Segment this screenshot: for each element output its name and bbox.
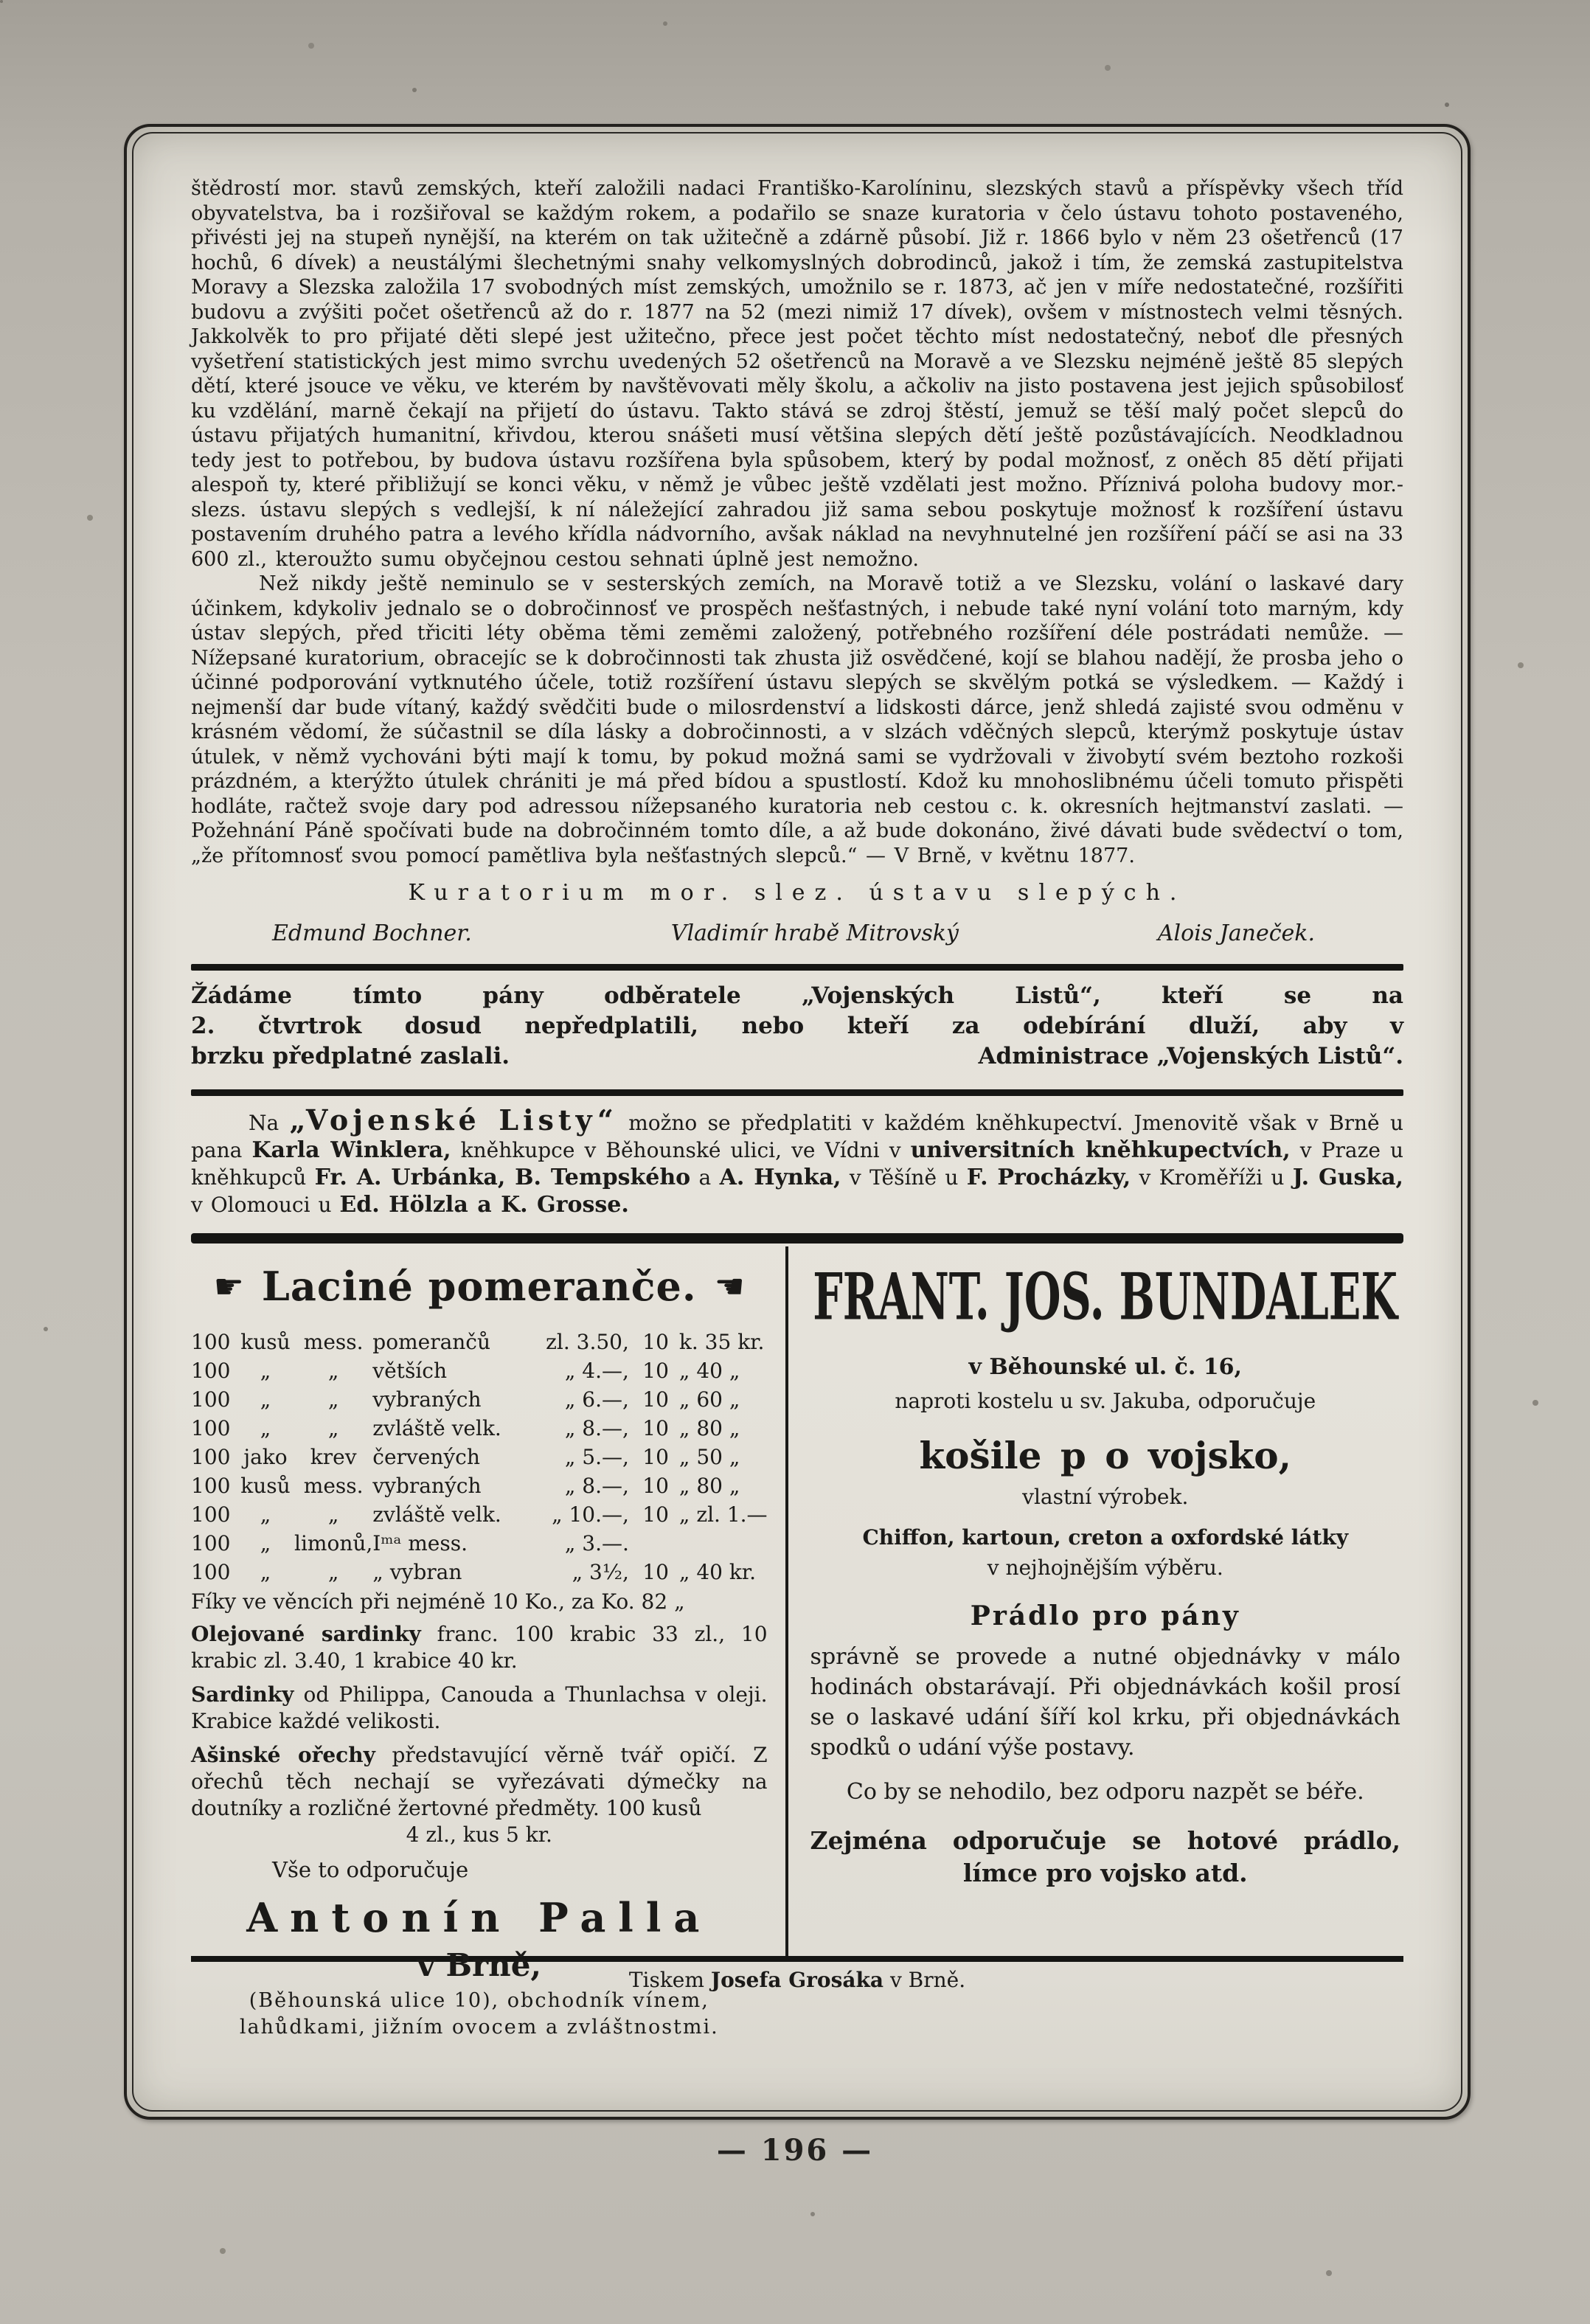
price-qty-10: 10: [642, 1387, 669, 1412]
price-d2: mess.: [303, 1474, 364, 1498]
price-d1: jako: [243, 1445, 288, 1469]
divider-rule-heavy: [191, 1233, 1403, 1243]
bookshops-university: universitních kněhkupectvích,: [910, 1137, 1291, 1163]
vojenske-listy-title: „Vojenské Listy“: [289, 1103, 618, 1137]
booksellers-prague: Fr. A. Urbánka, B. Tempského: [314, 1165, 691, 1190]
bookseller-winkler: Karla Winklera,: [251, 1137, 451, 1163]
bookseller-hynek: A. Hynka,: [719, 1165, 841, 1190]
price-desc: červených: [372, 1445, 480, 1469]
bundalek-address-2: naproti kostelu u sv. Jakuba, odporučuje: [895, 1389, 1316, 1413]
price-qty-10: 10: [642, 1445, 669, 1469]
merchant-name: Antonín Palla: [246, 1894, 712, 1941]
subscription-text: Na: [249, 1111, 290, 1135]
price-row: [191, 1414, 768, 1443]
notice-line-2: 2. čtvrtrok dosud nepředplatili, nebo kteří za odebírání dluží, aby v: [191, 1013, 1403, 1039]
price-per-100: „ 3.—.: [564, 1531, 629, 1555]
item-lead: Olejované sardinky: [191, 1622, 421, 1646]
price-qty: 100: [191, 1445, 231, 1469]
price-qty: 100: [191, 1474, 231, 1498]
page-inner-border: [132, 132, 1462, 2112]
price-per-10: [669, 1529, 768, 1558]
article-paragraph-2: Než nikdy ještě neminulo se v sesterských zemích, na Moravě totiž a ve Slezsku, volání o laskavé dary účinkem, kdykoliv jednalo se o dobročinnosť ve prospěch nešťastných, i nebude také nyní volání toto marným, kdy ústav slepých, před třiciti léty oběma těmi zeměmi založený, potřebného rozšíření déle postrádati nemůže. — Nížepsané kuratorium, obracejíc se k dobročinnosti tak zhusta již osvědčené, kojí se blahou nadějí, že prosba jeho o účinné podporování vytknutého účele, totiž rozšíření ústavu slepých se skvělým potká se výsledkem. — Každý i nejmenší dar bude vítaný, každý svědčiti bude o milosrdenství a lidskosti dárce, jenž shledá zajisté svou odměnu v krásném vědomí, že súčastnil se díla lásky a dobročinnosti, a v slzách vděčných slepců, kterýmž poskytuje ústav útulek, v němž vychováni býti mají k tomu, by pokud možná sami se vydržovali v živobytí svém beztoho rozkoši prázdném, a kterýžto útulek chrániti je má před bídou a spustlostí. Kdož ku mnohoslibnému účeli tomuto přispěti hodláte, račtež svoje dary pod adressou nížepsaného kuratoria neb cestou c. k. okresních hejtmanství zaslati. — Požehnání Páně spočívati bude na dobročinném tomto díle, a až bude dokonáno, živé dávati bude svědectví o tom, „že přítomnosť svou pomocí pamětliva byla nešťastných slepců.“ — V Brně, v květnu 1877.: [191, 572, 1403, 867]
price-d1: kusů: [240, 1330, 291, 1354]
item-lead: Sardinky: [191, 1682, 294, 1707]
page-number: — 196 —: [716, 2133, 874, 2168]
divider-rule-mid: [191, 1089, 1403, 1096]
price-per-10: „ 80 „: [678, 1474, 740, 1498]
bundalek-product: košile p o vojsko,: [919, 1434, 1292, 1477]
price-per-10: „ zl. 1.—: [678, 1502, 768, 1527]
item-text: představující věrně tvář opičí. Z ořechů těch nechají se vyřezávati dýmečky na doutníky a rozličné žertovné předměty. 100 kusů: [191, 1743, 768, 1820]
price-per-100: „ 4.—,: [564, 1359, 629, 1383]
subscription-notice: [191, 981, 1403, 1072]
item-text: od Philippa, Canouda a Thunlachsa v oleji. Krabice každé velikosti.: [191, 1682, 768, 1733]
price-qty: 100: [191, 1359, 231, 1383]
subscription-text: v Těšíně u: [841, 1165, 967, 1190]
price-qty: 100: [191, 1387, 231, 1412]
price-desc: Iᵐᵃ mess.: [372, 1531, 468, 1555]
page-content: [133, 133, 1461, 2039]
subscription-info-paragraph: [191, 1103, 1404, 1218]
notice-line-1: Žádáme tímto pány odběratele „Vojenských Listů“, kteří se na: [191, 982, 1403, 1009]
price-row: [191, 1500, 768, 1529]
subscription-text: v Olomouci u: [191, 1193, 340, 1217]
price-qty-10: 10: [642, 1560, 669, 1584]
sardines-philippa-item: [191, 1682, 768, 1735]
manicule-right-icon: ☛: [213, 1266, 244, 1306]
bundalek-name: [810, 1259, 1400, 1336]
ad-oranges-header: [191, 1263, 768, 1310]
price-d2: „: [327, 1359, 339, 1383]
price-per-100: „ 3½,: [572, 1560, 629, 1584]
ad-bundalek: [785, 1246, 1403, 1956]
price-desc: větších: [372, 1359, 447, 1383]
page-border-frame: [124, 124, 1471, 2120]
imprint-suffix: v Brně.: [883, 1968, 966, 1992]
price-row: [191, 1471, 768, 1500]
price-row: [191, 1356, 768, 1385]
subscription-text: a: [690, 1165, 720, 1190]
bookseller-prochazka: F. Procházky,: [966, 1165, 1131, 1190]
article-blind-institute: [191, 176, 1403, 946]
bundalek-name-text: FRANT. JOS. BUNDALEK: [813, 1259, 1398, 1336]
price-d2: „: [327, 1502, 339, 1527]
bundalek-heading-linens: Prádlo pro pány: [970, 1600, 1240, 1631]
price-d2: „: [327, 1560, 339, 1584]
subscription-text: kněhkupce v Běhounské ulici, ve Vídni v: [451, 1138, 911, 1162]
bundalek-address-1: v Běhounské ul. č. 16,: [968, 1354, 1242, 1380]
price-per-100: „ 8.—,: [564, 1416, 629, 1440]
price-qty-10: 10: [642, 1416, 669, 1440]
price-desc: vybraných: [372, 1387, 482, 1412]
bundalek-returns-note: Co by se nehodilo, bez odporu nazpět se béře.: [846, 1779, 1364, 1805]
price-row: [191, 1558, 768, 1586]
item-text: franc. 100 krabic 33 zl., 10 krabic zl. 3.40, 1 krabice 40 kr.: [191, 1622, 768, 1673]
divider-rule-top: [191, 964, 1403, 971]
price-row: [191, 1443, 768, 1471]
price-desc: pomerančů: [372, 1330, 491, 1354]
price-d2: „: [327, 1416, 339, 1440]
price-per-10: „ 40 kr.: [678, 1560, 757, 1584]
price-row: [191, 1328, 768, 1356]
price-per-100: „ 6.—,: [564, 1387, 629, 1412]
price-per-10: „ 50 „: [678, 1445, 740, 1469]
orange-price-table: [191, 1328, 768, 1586]
subscription-text: možno se předplatiti v každém kněhkupectví. Jmenovitě však v Brně u pana: [191, 1111, 1403, 1162]
kuratorium-line: Kuratorium mor. slez. ústavu slepých.: [408, 880, 1187, 906]
price-row: [191, 1385, 768, 1414]
ad-oranges-title: Laciné pomeranče.: [261, 1263, 697, 1310]
price-d1: „: [260, 1359, 271, 1383]
bundalek-materials: Chiffon, kartoun, creton a oxfordské látky: [862, 1525, 1349, 1550]
price-desc: vybraných: [372, 1474, 482, 1498]
bundalek-highlight: Zejména odporučuje se hotové prádlo, límce pro vojsko atd.: [810, 1826, 1400, 1887]
bundalek-body-text: správně se provede a nutné objednávky v málo hodinách obstarávají. Při objednávkách košil prosí se o laskavé udání šíří kol krku, při objednávkách spodků o udání výše postavy.: [810, 1644, 1400, 1761]
monkey-nuts-item: [191, 1742, 768, 1822]
price-per-100: „ 5.—,: [564, 1445, 629, 1469]
recommend-line: Vše to odporučuje: [272, 1857, 469, 1882]
notice-signature: Administrace „Vojenských Listů“.: [978, 1043, 1403, 1069]
price-qty: 100: [191, 1330, 231, 1354]
price-qty-10: 10: [642, 1474, 669, 1498]
price-qty: 100: [191, 1416, 231, 1440]
price-d2: mess.: [303, 1330, 364, 1354]
bookseller-guska: J. Guska,: [1292, 1165, 1404, 1190]
price-d2: „: [327, 1387, 339, 1412]
price-per-10: k. 35 kr.: [678, 1330, 765, 1354]
price-qty: 100: [191, 1531, 231, 1555]
bundalek-materials-2: v nejhojnějším výběru.: [987, 1555, 1223, 1580]
price-per-100: zl. 3.50,: [546, 1330, 629, 1354]
manicule-left-icon: ☚: [714, 1266, 745, 1306]
imprint-printer-name: Josefa Grosáka: [710, 1968, 884, 1992]
subscription-text: v Kroměříži u: [1131, 1165, 1293, 1190]
figs-line: Fíky ve věncích při nejméně 10 Ko., za Ko. 82 „: [191, 1589, 685, 1614]
sardines-oiled-item: [191, 1621, 768, 1674]
signature-bochner: Edmund Bochner.: [272, 920, 472, 946]
price-d1: „: [260, 1560, 271, 1584]
article-paragraph-1: štědrostí mor. stavů zemských, kteří založili nadaci Františko-Karolíninu, slezských stavů a příspěvky všech tříd obyvatelstva, ba i rozšiřoval se každým rokem, a podařilo se snaze kuratoria v čelo ústavu tohoto postaveného, přivésti jej na stupeň nynější, na kterém on tak užitečně a zdárně působí. Již r. 1866 bylo v něm 23 ošetřenců (17 hochů, 6 dívek) a neustálými šlechetnými snahy velkomyslných dobrodinců, jakož i tím, že zemská zastupitelstva Moravy a Slezska založila 17 svobodných míst zemských, umožnilo se r. 1873, ač jen v míře nedostatečné, rozšířiti budovu a zvýšiti počet ošetřenců až do r. 1877 na 52 (mezi nimiž 17 dívek), ovšem v místnostech velmi těsných. Jakkolvěk to pro přijaté děti slepé jest užitečno, přece jest počet těchto míst nedostatečný, neboť dle přesných vyšetření statistických jest mimo svrchu uvedených 52 ošetřenců na Moravě a ve Slezsku nejméně ještě 85 slepých dětí, které jsouce ve věku, ve kterém by navštěvovati měly školu, a ačkoliv na jisto postavena jest jejich spůsobilosť ku vzdělání, marně čekají na přijetí do ústavu. Takto stává se zdroj štěstí, jemuž se těší malý počet slepců do ústavu přijatých humanitní, křivdou, kterou snášeti musí většina slepých dětí ještě pozůstávajících. Neodkladnou tedy jest to potřebou, by budova ústavu rozšířena byla spůsobem, který by podal možnosť, z oněch 85 dětí přijati alespoň ty, které přibližují se konci věku, v němž je vůbec ještě vzdělati jest možno. Příznivá poloha budovy mor.-slezs. ústavu slepých s vedlejší, k ní náležející zahradou již sama sebou poskytuje možnosť k rozšíření ústavu postavením druhého patra a levého křídla nádvorního, avšak náklad na nevyhnutelné jen rozšíření páčí se asi na 33 600 zl., kteroužto sumu obyčejnou cestou sehnati úplně jest nemožno.: [191, 177, 1403, 571]
monkey-nuts-price: 4 zl., kus 5 kr.: [406, 1822, 552, 1847]
price-qty: 100: [191, 1502, 231, 1527]
price-per-10: „ 40 „: [678, 1359, 740, 1383]
price-qty: 100: [191, 1560, 231, 1584]
subscription-text: v Praze u kněhkupců: [191, 1138, 1404, 1190]
price-per-10: „ 60 „: [678, 1387, 740, 1412]
price-desc: „ vybran: [372, 1560, 462, 1584]
price-qty-10: [629, 1529, 669, 1558]
price-desc: zvláště velk.: [372, 1502, 501, 1527]
signature-mitrovsky: Vladimír hrabě Mitrovský: [670, 920, 959, 946]
price-qty-10: 10: [642, 1502, 669, 1527]
signature-row: [272, 920, 1315, 946]
price-d2: limonů,: [294, 1531, 373, 1555]
price-desc: zvláště velk.: [372, 1416, 501, 1440]
price-d1: kusů: [240, 1474, 291, 1498]
item-lead: Ašinské ořechy: [191, 1743, 375, 1767]
price-qty-10: 10: [642, 1359, 669, 1383]
price-d2: krev: [310, 1445, 357, 1469]
booksellers-olomouc: Ed. Hölzla a K. Grosse.: [339, 1192, 629, 1218]
notice-line-3: brzku předplatné zaslali.: [191, 1043, 510, 1069]
price-per-100: „ 8.—,: [564, 1474, 629, 1498]
merchant-address: (Běhounská ulice 10), obchodník vínem, lahůdkami, jižním ovocem a zvláštnostmi.: [239, 1989, 719, 2039]
imprint-prefix: Tiskem: [628, 1968, 711, 1992]
price-qty-10: 10: [642, 1330, 669, 1354]
price-per-100: „ 10.—,: [552, 1502, 629, 1527]
price-d1: „: [260, 1416, 271, 1440]
price-d1: „: [260, 1502, 271, 1527]
signature-janecek: Alois Janeček.: [1157, 920, 1315, 946]
price-d1: „: [260, 1531, 271, 1555]
price-row: [191, 1529, 768, 1558]
price-d1: „: [260, 1387, 271, 1412]
paper-speckles: [0, 0, 3, 3]
merchant-city: v Brně,: [417, 1947, 542, 1983]
notice-last-line: [191, 1041, 1403, 1072]
price-per-10: „ 80 „: [678, 1416, 740, 1440]
bundalek-product-sub: vlastní výrobek.: [1022, 1485, 1189, 1509]
